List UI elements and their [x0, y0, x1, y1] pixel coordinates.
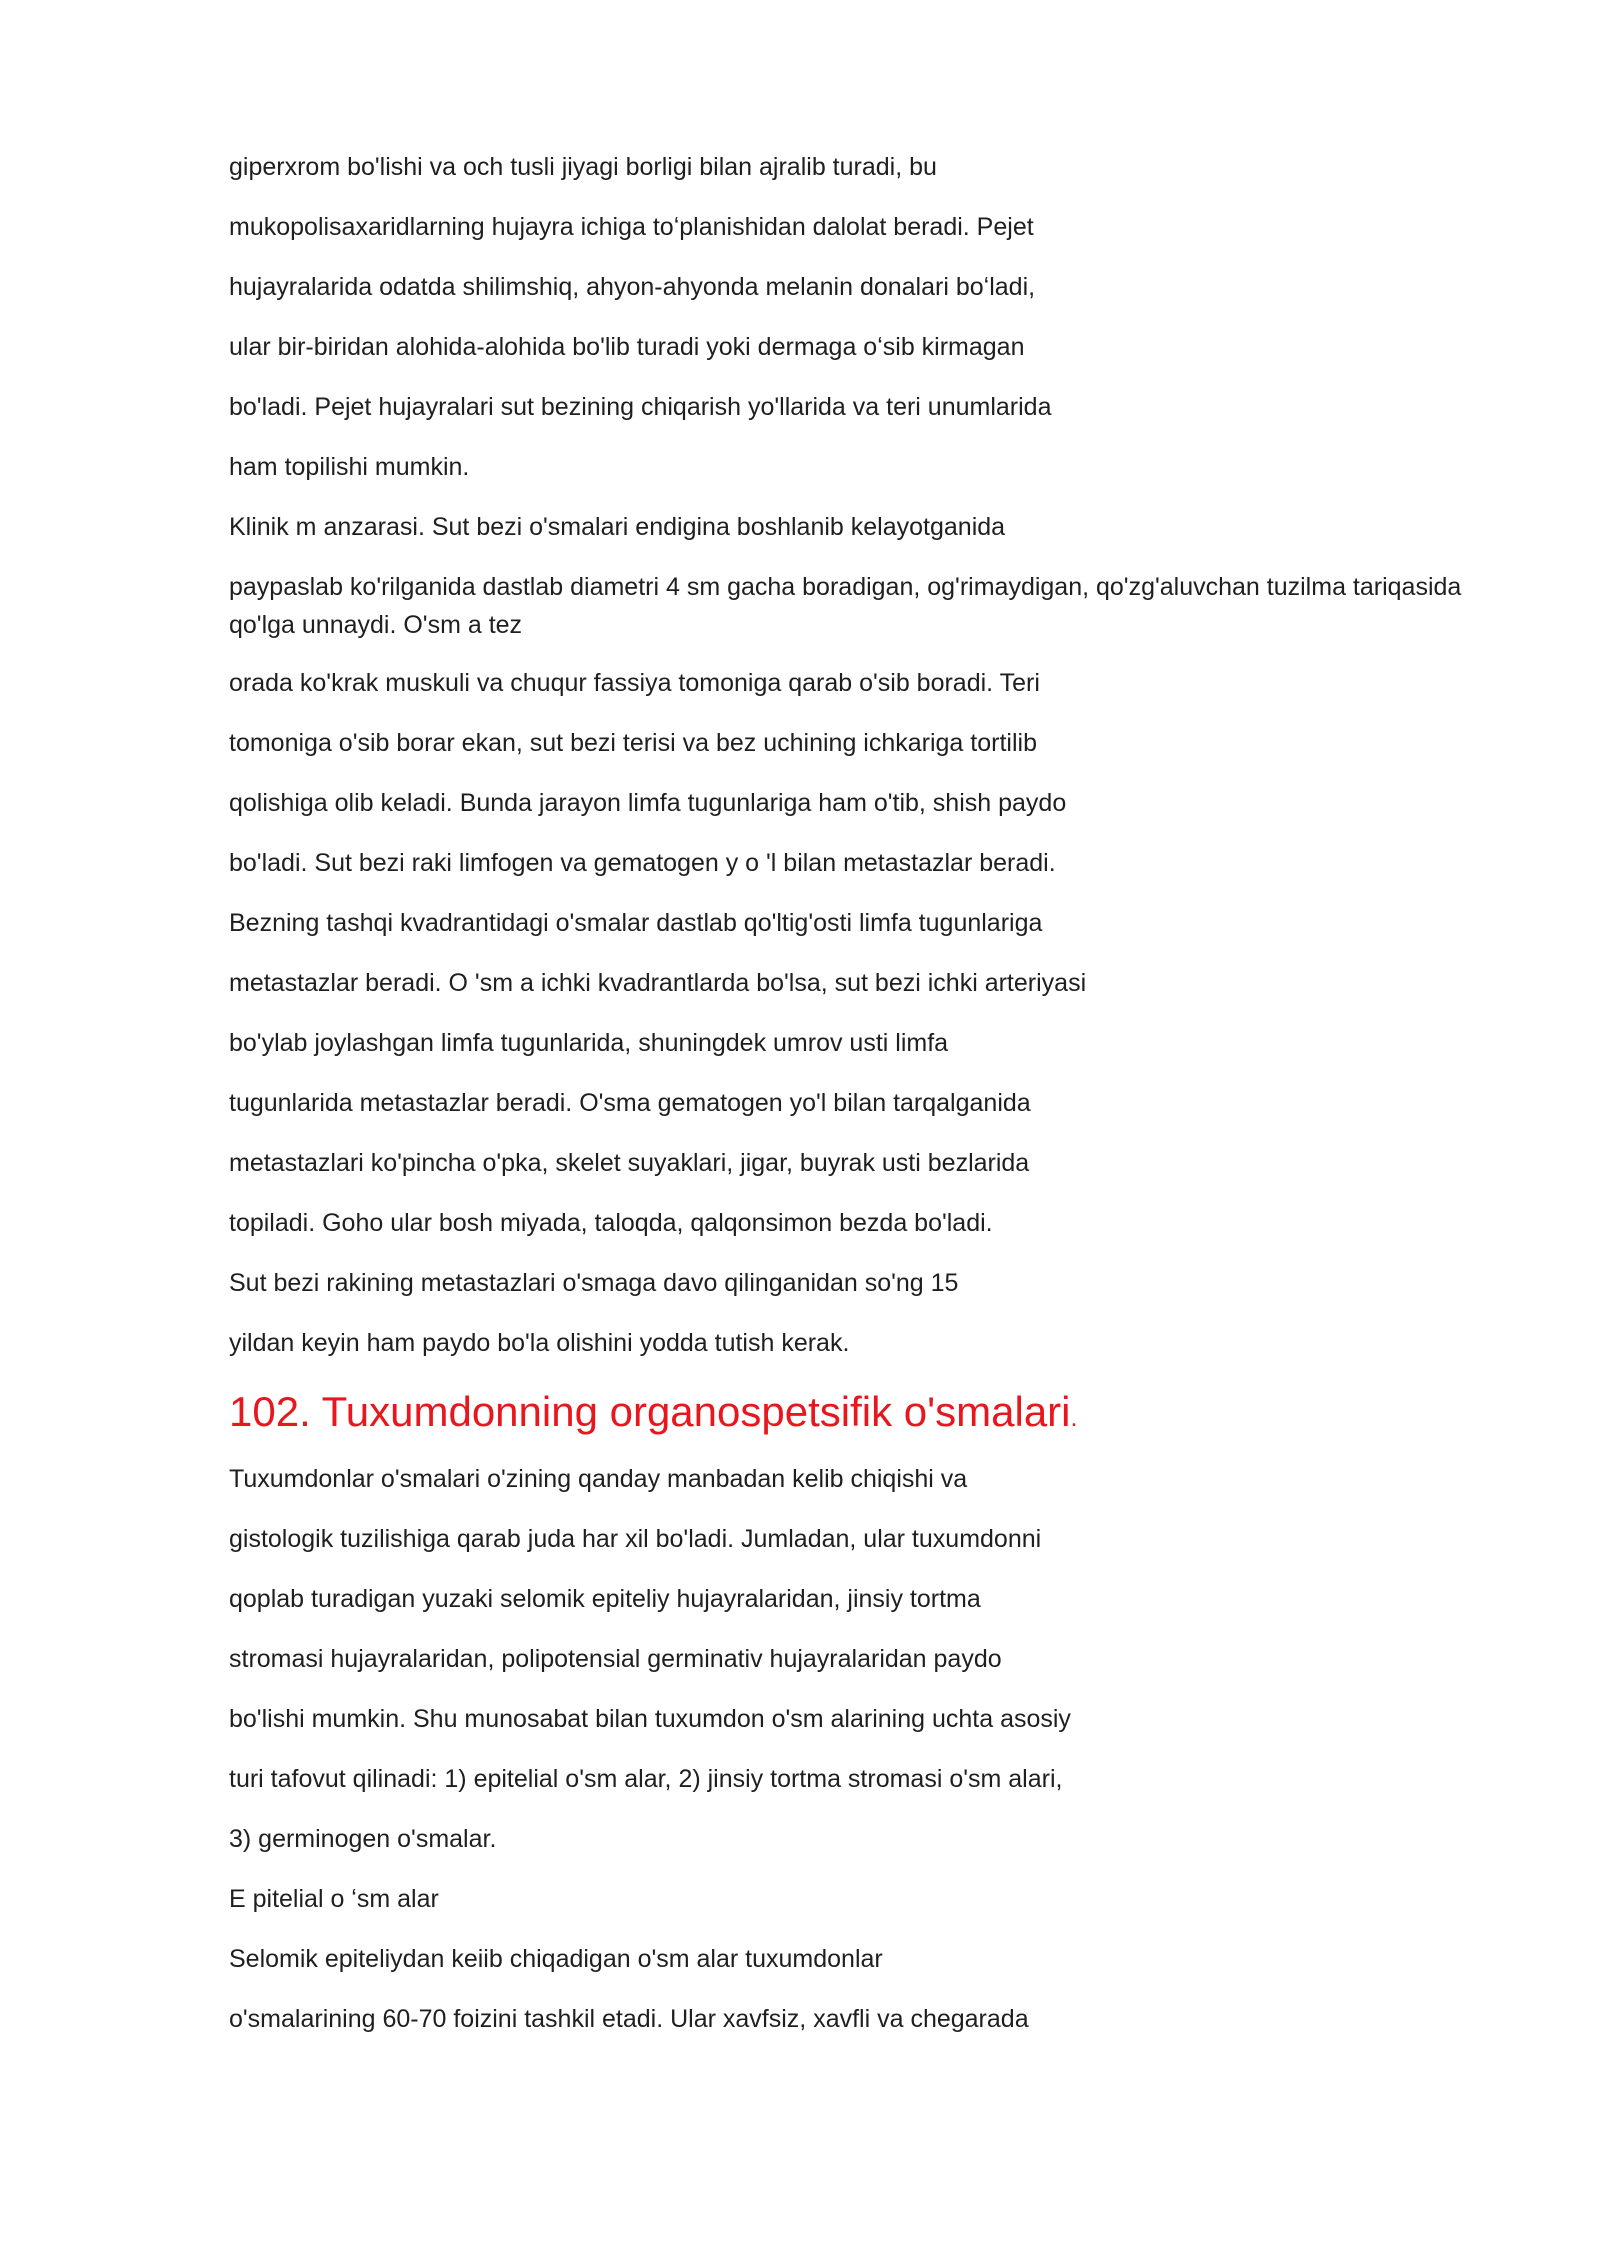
text-line: o'smalarining 60-70 foizini tashkil etadi. Ular xavfsiz, xavfli va chegarada [229, 2005, 1029, 2033]
text-line: giperxrom bo'lishi va och tusli jiyagi borligi bilan ajralib turadi, bu [229, 153, 937, 181]
section-heading [229, 1384, 1529, 1446]
text-line: paypaslab ko'rilganida dastlab diametri 4 sm gacha boradigan, og'rimaydigan, qo'zg'aluvchan tuzilma tariqasida qo'lga unnaydi. O'sm a tez [229, 573, 1462, 639]
subsection-label: E pitelial o ʻsm alar [229, 1885, 439, 1913]
text-line: Tuxumdonlar o'smalari o'zining qanday manbadan kelib chiqishi va [229, 1465, 968, 1493]
paragraph-2 [229, 1460, 1529, 2038]
text-line: 3) germinogen o'smalar. [229, 1825, 497, 1853]
text-line: Bezning tashqi kvadrantidagi o'smalar dastlab qo'ltig'osti limfa tugunlariga [229, 909, 1043, 937]
text-line: yildan keyin ham paydo bo'la olishini yodda tutish kerak. [229, 1329, 850, 1357]
section-heading-text: 102. Tuxumdonning organospetsifik o'smalari [229, 1388, 1071, 1435]
text-line: bo'ladi. Sut bezi raki limfogen va gematogen y o 'l bilan metastazlar beradi. [229, 849, 1056, 877]
text-line: orada ko'krak muskuli va chuqur fassiya tomoniga qarab o'sib boradi. Teri [229, 669, 1040, 697]
text-line: tomoniga o'sib borar ekan, sut bezi terisi va bez uchining ichkariga tortilib [229, 729, 1037, 757]
text-line: Sut bezi rakining metastazlari o'smaga davo qilinganidan so'ng 15 [229, 1269, 959, 1297]
text-line: bo'ylab joylashgan limfa tugunlarida, shuningdek umrov usti limfa [229, 1029, 949, 1057]
text-line: metastazlar beradi. O 'sm a ichki kvadrantlarda bo'lsa, sut bezi ichki arteriyasi [229, 969, 1087, 997]
text-line: Selomik epiteliydan keiib chiqadigan o'sm alar tuxumdonlar [229, 1945, 883, 1973]
text-line: topiladi. Goho ular bosh miyada, taloqda, qalqonsimon bezda bo'ladi. [229, 1209, 993, 1237]
text-line: bo'ladi. Pejet hujayralari sut bezining chiqarish yo'llarida va teri unumlarida [229, 393, 1052, 421]
text-line: ham topilishi mumkin. [229, 453, 470, 481]
text-line: Klinik m anzarasi. Sut bezi o'smalari endigina boshlanib kelayotganida [229, 513, 1006, 541]
section-heading-dot: . [1070, 1404, 1078, 1432]
text-line: qolishiga olib keladi. Bunda jarayon limfa tugunlariga ham o'tib, shish paydo [229, 789, 1067, 817]
text-line: qoplab turadigan yuzaki selomik epiteliy hujayralaridan, jinsiy tortma [229, 1585, 981, 1613]
text-line: turi tafovut qilinadi: 1) epitelial o'sm alar, 2) jinsiy tortma stromasi o'sm alari, [229, 1765, 1063, 1793]
text-line: tugunlarida metastazlar beradi. O'sma gematogen yo'l bilan tarqalganida [229, 1089, 1031, 1117]
text-line: stromasi hujayralaridan, polipotensial germinativ hujayralaridan paydo [229, 1645, 1002, 1673]
document-page [229, 148, 1529, 2060]
text-line: bo'lishi mumkin. Shu munosabat bilan tuxumdon o'sm alarining uchta asosiy [229, 1705, 1071, 1733]
text-line: ular bir-biridan alohida-alohida bo'lib turadi yoki dermaga oʻsib kirmagan [229, 333, 1025, 361]
paragraph-1 [229, 148, 1529, 1362]
text-line: gistologik tuzilishiga qarab juda har xil bo'ladi. Jumladan, ular tuxumdonni [229, 1525, 1042, 1553]
text-line: hujayralarida odatda shilimshiq, ahyon-ahyonda melanin donalari boʻladi, [229, 273, 1036, 301]
text-line: mukopolisaxaridlarning hujayra ichiga toʻplanishidan dalolat beradi. Pejet [229, 213, 1034, 241]
text-line: metastazlari ko'pincha o'pka, skelet suyaklari, jigar, buyrak usti bezlarida [229, 1149, 1030, 1177]
